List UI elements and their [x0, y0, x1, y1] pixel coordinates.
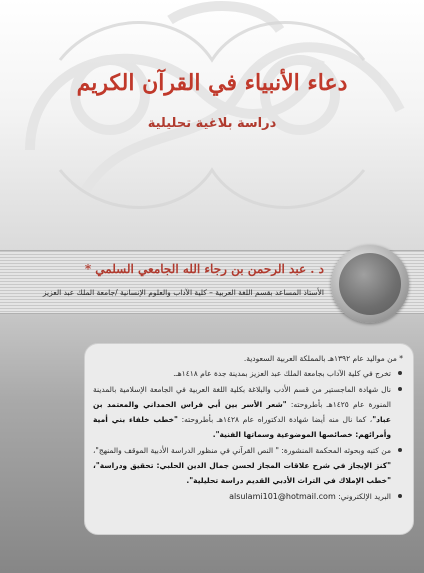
bio-publications-bold: "كنز الإيجاز في شرح علاقات المجاز لحسن جمال الدين الحلبي: تحقيق ودراسة"، "خطب الإملاك في التراث الأدبي القديم دراسة تحليلية". [93, 461, 391, 485]
author-affiliation: الأستاذ المساعد بقسم اللغة العربية – كلية الآداب والعلوم الإنسانية /جامعة الملك عبد العزيز [42, 288, 324, 297]
email-address[interactable]: alsulami101@hotmail.com [229, 492, 336, 501]
bullet-icon [398, 371, 402, 375]
bullet-icon [398, 494, 402, 498]
bullet-icon [398, 448, 402, 452]
bullet-icon [398, 387, 402, 391]
decorative-circle [331, 245, 409, 323]
bio-graduation-text: تخرج في كلية الآداب بجامعة الملك عبد العزيز بمدينة جدة عام ١٤١٨هـ. [173, 369, 391, 378]
book-subtitle: دراسة بلاغية تحليلية [147, 116, 277, 131]
bio-item-email [93, 489, 391, 504]
bio-masters-thesis: "شعر الأسر بين أبي فراس الحمداني والمعتمد بن عباد" [93, 400, 391, 424]
bio-publications-text: من كتبه وبحوثه المحكمة المنشورة: " النص القرآني في منظور الدراسة الأدبية الموقف والمنهج"، [93, 446, 391, 455]
author-name: د . عبد الرحمن بن رجاء الله الجامعي السلمي * [84, 262, 324, 276]
bio-item-graduation [93, 366, 391, 381]
bio-item-publications [93, 443, 391, 488]
bio-birth: * من مواليد عام ١٣٩٢هـ بالمملكة العربية السعودية. [243, 354, 403, 363]
bio-item-degrees [93, 382, 391, 442]
arabesque-ornament [0, 0, 424, 230]
author-bio-box [84, 343, 414, 535]
bio-degrees-text: نال شهادة الماجستير من قسم الأدب والبلاغة بكلية اللغة العربية في الجامعة الإسلامية بالمدينة المنورة عام ١٤٢٥هـ بأطروحته: [93, 385, 391, 409]
email-label: البريد الإلكتروني: [335, 492, 391, 501]
book-title: دعاء الأنبياء في القرآن الكريم [76, 70, 348, 96]
bio-doctoral-thesis: "خطب خلفاء بني أمية وأمرائهم: خصائصها الموضوعية وسماتها الفنية". [93, 415, 391, 439]
decorative-circle-inner [339, 253, 401, 315]
bio-degrees-mid: ، كما نال منه أيضا شهادة الدكتوراه عام ١٤٢٨هـ بأطروحته: [177, 415, 373, 424]
bio-list [93, 366, 403, 504]
